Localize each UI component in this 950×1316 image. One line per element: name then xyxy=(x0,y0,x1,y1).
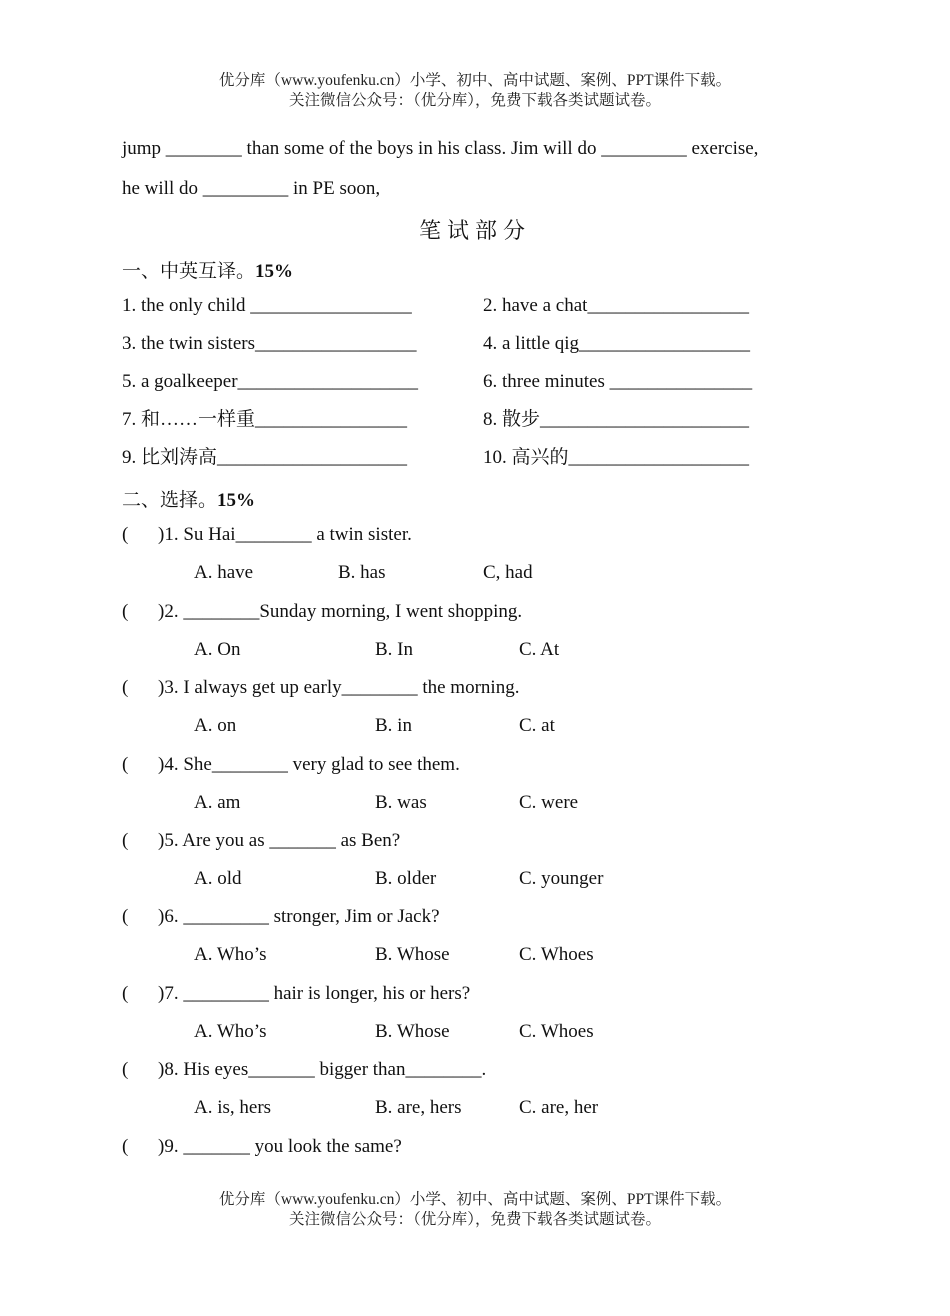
question-text: )5. Are you as _______ as Ben? xyxy=(158,830,401,851)
question-text: )9. _______ you look the same? xyxy=(158,1136,402,1157)
translate-item: 3. the twin sisters_________________ xyxy=(122,333,417,354)
page-footer xyxy=(0,1190,950,1230)
translate-item: 4. a little qig__________________ xyxy=(483,333,751,354)
question-3 xyxy=(122,676,519,700)
translate-item: 2. have a chat_________________ xyxy=(483,295,749,316)
section-2-label: 二、选择。 xyxy=(122,490,218,511)
question-text: )1. Su Hai________ a twin sister. xyxy=(158,524,412,545)
answer-paren: ( xyxy=(122,754,129,775)
answer-paren: ( xyxy=(122,830,129,851)
option-b: B. in xyxy=(375,715,412,736)
answer-paren: ( xyxy=(122,601,129,622)
intro-line-1: jump ________ than some of the boys in his class. Jim will do _________ exercise, xyxy=(122,138,759,159)
question-2 xyxy=(122,600,522,624)
option-c: C, had xyxy=(483,562,533,583)
option-b: B. Whose xyxy=(375,1021,450,1042)
translate-item: 7. 和……一样重________________ xyxy=(122,409,408,430)
answer-paren: ( xyxy=(122,906,129,927)
translate-item: 10. 高兴的___________________ xyxy=(483,447,750,468)
answer-paren: ( xyxy=(122,1136,129,1157)
question-7 xyxy=(122,982,470,1006)
header-line-2: 关注微信公众号：（优分库），免费下载各类试题试卷。 xyxy=(288,92,661,109)
option-a: A. have xyxy=(194,562,254,583)
question-9 xyxy=(122,1135,402,1159)
option-a: A. am xyxy=(194,792,241,813)
section-1-label: 一、中英互译。 xyxy=(122,261,256,282)
option-a: A. is, hers xyxy=(194,1097,272,1118)
translate-item: 1. the only child _________________ xyxy=(122,295,412,316)
question-6 xyxy=(122,905,440,929)
translate-item: 5. a goalkeeper___________________ xyxy=(122,371,419,392)
option-b: B. has xyxy=(338,562,386,583)
translate-item: 9. 比刘涛高____________________ xyxy=(122,447,408,468)
option-a: A. on xyxy=(194,715,237,736)
page-header xyxy=(0,71,950,111)
translate-item: 6. three minutes _______________ xyxy=(483,371,753,392)
option-c: C. younger xyxy=(519,868,604,889)
option-c: C. are, her xyxy=(519,1097,599,1118)
option-c: C. at xyxy=(519,715,555,736)
option-c: C. Whoes xyxy=(519,944,594,965)
footer-line-1: 优分库（www.youfenku.cn）小学、初中、高中试题、案例、PPT课件下载。 xyxy=(218,1191,732,1208)
option-a: A. Who’s xyxy=(194,944,267,965)
intro-line-2: he will do _________ in PE soon, xyxy=(122,178,381,199)
question-text: )2. ________Sunday morning, I went shopping. xyxy=(158,601,523,622)
question-1 xyxy=(122,523,412,547)
question-8 xyxy=(122,1058,486,1082)
page-title: 笔试部分 xyxy=(418,218,531,243)
option-c: C. Whoes xyxy=(519,1021,594,1042)
option-b: B. older xyxy=(375,868,437,889)
answer-paren: ( xyxy=(122,1059,129,1080)
section-1-points: 15% xyxy=(255,261,294,282)
question-text: )3. I always get up early________ the morning. xyxy=(158,677,520,698)
option-a: A. Who’s xyxy=(194,1021,267,1042)
option-b: B. In xyxy=(375,639,413,660)
answer-paren: ( xyxy=(122,677,129,698)
question-5 xyxy=(122,829,400,853)
section-2-heading xyxy=(122,485,255,512)
answer-paren: ( xyxy=(122,524,129,545)
option-a: A. old xyxy=(194,868,242,889)
translate-item: 8. 散步______________________ xyxy=(483,409,750,430)
option-c: C. were xyxy=(519,792,579,813)
option-c: C. At xyxy=(519,639,560,660)
option-a: A. On xyxy=(194,639,241,660)
section-1-heading xyxy=(122,256,293,283)
header-line-1: 优分库（www.youfenku.cn）小学、初中、高中试题、案例、PPT课件下载。 xyxy=(218,72,732,89)
option-b: B. was xyxy=(375,792,427,813)
question-text: )4. She________ very glad to see them. xyxy=(158,754,460,775)
option-b: B. are, hers xyxy=(375,1097,462,1118)
section-2-points: 15% xyxy=(217,490,256,511)
question-4 xyxy=(122,753,460,777)
footer-line-2: 关注微信公众号：（优分库），免费下载各类试题试卷。 xyxy=(288,1211,661,1228)
answer-paren: ( xyxy=(122,983,129,1004)
question-text: )8. His eyes_______ bigger than________. xyxy=(158,1059,487,1080)
option-b: B. Whose xyxy=(375,944,450,965)
question-text: )6. _________ stronger, Jim or Jack? xyxy=(158,906,440,927)
question-text: )7. _________ hair is longer, his or hers? xyxy=(158,983,471,1004)
